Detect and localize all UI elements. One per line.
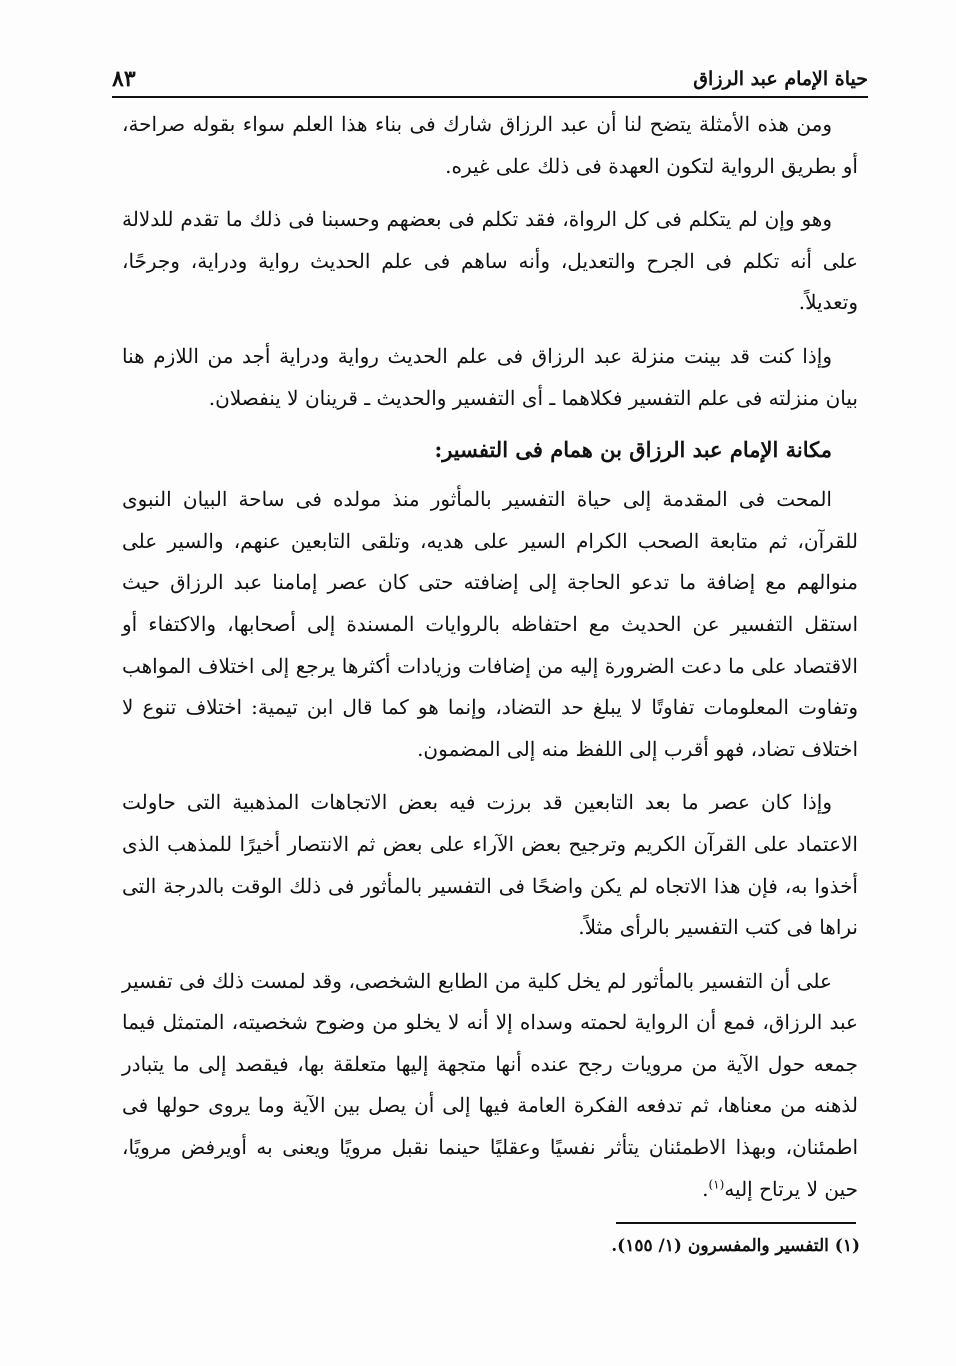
paragraph: ومن هذه الأمثلة يتضح لنا أن عبد الرزاق شارك فى بناء هذا العلم سواء بقوله صراحة، أو بطريق الرواية لتكون العهدة فى ذلك على غيره. xyxy=(122,112,858,178)
paragraph-end: . xyxy=(702,1176,709,1201)
running-title: حياة الإمام عبد الرزاق xyxy=(693,68,868,90)
paragraph: وإذا كان عصر ما بعد التابعين قد برزت فيه بعض الاتجاهات المذهبية التى حاولت الاعتماد على القرآن الكريم وترجيح بعض الآراء على بعض ثم الانتصار أخيرًا للمذهب الذى أخذوا به، فإن هذا الاتجاه لم يكن واضحًا فى التفسير بالمأثور فى ذلك الوقت بالدرجة التى نراها فى كتب التفسير بالرأى مثلاً. xyxy=(122,790,858,940)
footnote-reference[interactable]: (١) xyxy=(708,1177,725,1191)
paragraph-text: على أن التفسير بالمأثور لم يخل كلية من الطابع الشخصى، وقد لمست ذلك فى تفسير عبد الرزاق، فمع أن الرواية لحمته وسداه إلا أنه لا يخلو من وضوح شخصيته، المتمثل فيما جمعه حول الآية من مرويات رجح عنده أنها متجهة إليها متعلقة بها، فيقصد إلى ما يتبادر لذهنه من معناها، ثم تدفعه الفكرة العامة فيها إلى أن يصل بين الآية وما يروى حولها فى اطمئنان، وبهذا الاطمئنان يتأثر نفسيًا وعقليًا حينما نقبل مرويًا ويعنى به أويرفض مرويًا، حين لا يرتاح إليه xyxy=(122,968,859,1201)
paragraph: وإذا كنت قد بينت منزلة عبد الرزاق فى علم الحديث رواية ودراية أجد من اللازم هنا بيان منزلته فى علم التفسير فكلاهما ـ أى التفسير والحديث ـ قرينان لا ينفصلان. xyxy=(122,343,858,410)
page-header xyxy=(112,52,868,96)
paragraph: المحت فى المقدمة إلى حياة التفسير بالمأثور منذ مولده فى ساحة البيان النبوى للقرآن، ثم متابعة الصحب الكرام السير على هديه، وتلقى التابعين عنهم، والسير على منوالهم مع إضافة ما تدعو الحاجة إلى إضافته حتى كان عصر إمامنا عبد الرزاق حيث استقل التفسير عن الحديث مع احتفاظه بالروايات المسندة إلى أصحابها، والاكتفاء أو الاقتصاد على ما دعت الضرورة إليه من إضافات وزيادات أكثرها يرجع إلى اختلاف المواهب وتفاوت المعلومات تفاوتًا لا يبلغ حد التضاد، وإنما هو كما قال ابن تيمية: اختلاف تنوع لا اختلاف تضاد، فهو أقرب إلى اللفظ منه إلى المضمون. xyxy=(122,487,858,761)
footnote: (١) التفسير والمفسرون (١/ ١٥٥). xyxy=(611,1236,860,1256)
section-heading: مكانة الإمام عبد الرزاق بن همام فى التفسير: xyxy=(434,437,832,463)
paragraph: وهو وإن لم يتكلم فى كل الرواة، فقد تكلم فى بعضهم وحسبنا فى ذلك ما تقدم للدلالة على أنه تكلم فى الجرح والتعديل، وأنه ساهم فى علم الحديث رواية ودراية، وجرحًا، وتعديلاً. xyxy=(122,207,858,315)
page-body xyxy=(122,104,858,1210)
footnote-rule xyxy=(616,1222,856,1224)
page-number: ٨٣ xyxy=(112,66,136,92)
header-rule xyxy=(112,96,868,98)
paragraph-last xyxy=(122,961,858,1211)
